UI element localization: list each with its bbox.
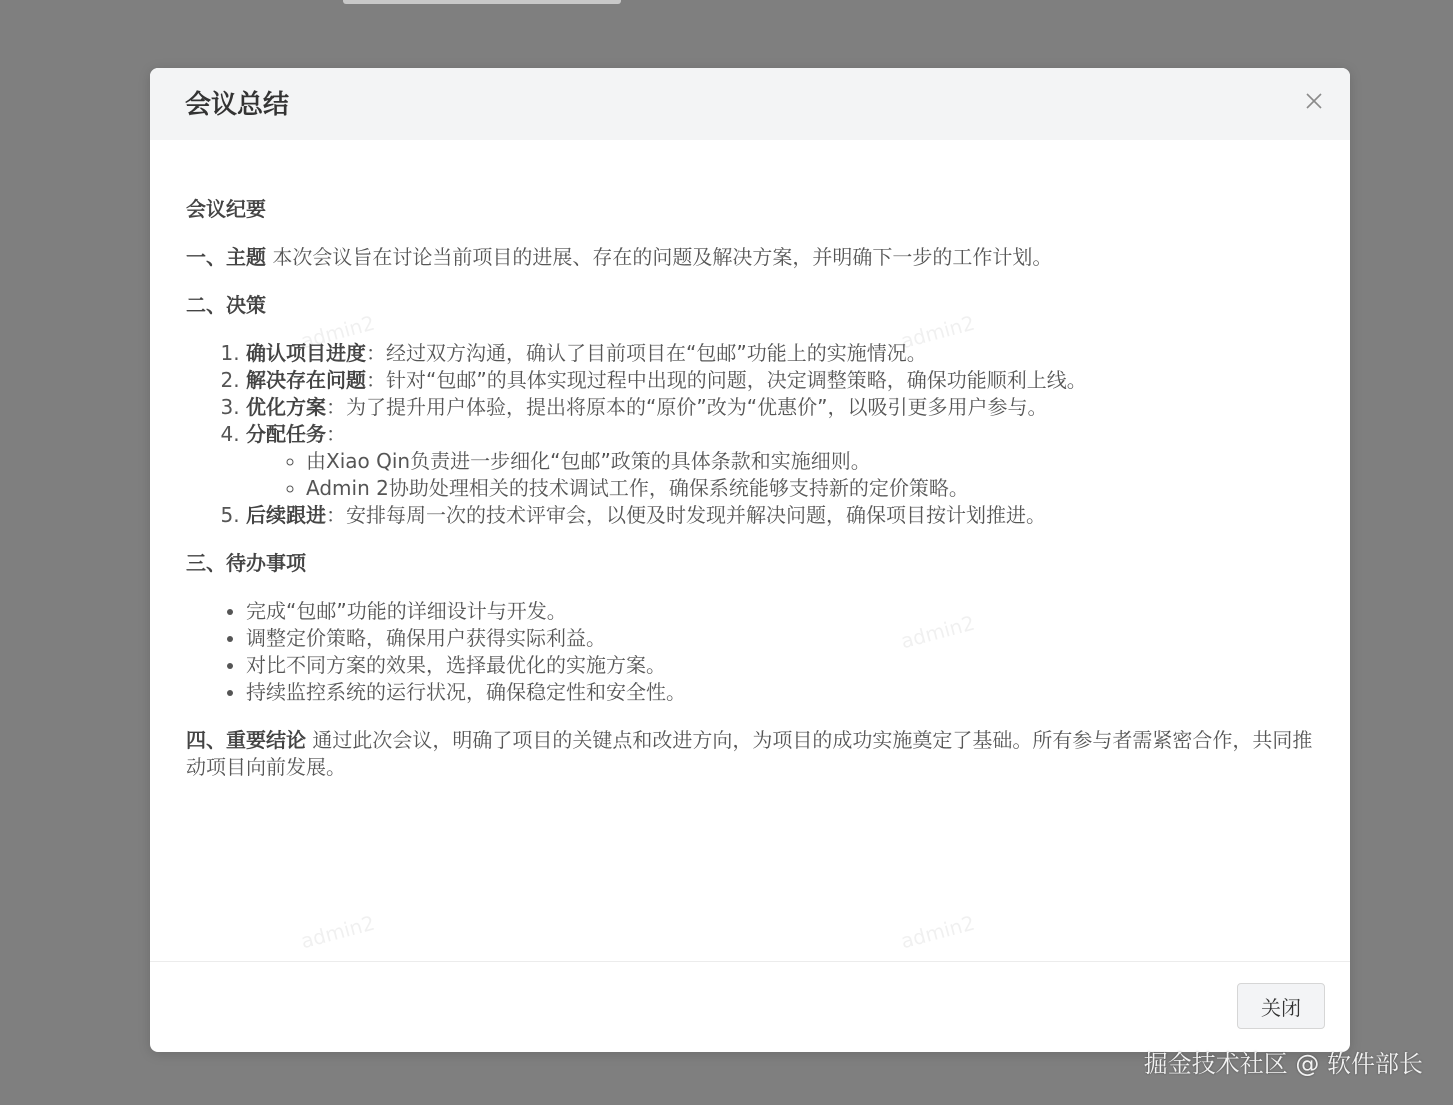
decision-text: ：安排每周一次的技术评审会，以便及时发现并解决问题，确保项目按计划推进。 — [326, 503, 1046, 527]
conclusion-text: 通过此次会议，明确了项目的关键点和改进方向，为项目的成功实施奠定了基础。所有参与者需紧密合作，共同推动项目向前发展。 — [186, 728, 1313, 779]
decision-title: 后续跟进 — [246, 503, 326, 527]
todo-heading-label: 三、待办事项 — [186, 551, 306, 575]
decision-item — [246, 502, 1314, 529]
watermark-text: admin2 — [898, 310, 978, 354]
close-button[interactable]: 关闭 — [1237, 983, 1325, 1029]
subtask-item: ◦ 由Xiao Qin负责进一步细化“包邮”政策的具体条款和实施细则。 — [306, 448, 1314, 475]
decision-item — [246, 421, 1314, 502]
subtask-item: ◦ Admin 2协助处理相关的技术调试工作，确保系统能够支持新的定价策略。 — [306, 475, 1314, 502]
decision-title: 解决存在问题 — [246, 368, 366, 392]
close-icon[interactable] — [1302, 89, 1326, 113]
watermark-text: admin2 — [898, 610, 978, 654]
decisions-heading-label: 二、决策 — [186, 293, 266, 317]
todo-heading — [186, 550, 1314, 577]
background-tab — [343, 0, 621, 4]
dialog-body — [186, 196, 1314, 781]
decisions-heading — [186, 292, 1314, 319]
dialog-title: 会议总结 — [185, 90, 290, 120]
topic-section — [186, 244, 1314, 271]
summary-heading: 会议纪要 — [186, 197, 266, 221]
todo-item: • 调整定价策略，确保用户获得实际利益。 — [246, 625, 1314, 652]
decision-title: 优化方案 — [246, 395, 326, 419]
todo-item: • 对比不同方案的效果，选择最优化的实施方案。 — [246, 652, 1314, 679]
conclusion-section — [186, 727, 1314, 781]
decision-title: 确认项目进度 — [246, 341, 366, 365]
meeting-summary-dialog — [150, 68, 1350, 1052]
watermark-text: admin2 — [298, 910, 378, 954]
topic-label: 一、主题 — [186, 245, 266, 269]
decision-item — [246, 394, 1314, 421]
decision-text: ： — [326, 422, 346, 446]
decisions-list — [186, 340, 1314, 529]
todo-item: • 完成“包邮”功能的详细设计与开发。 — [246, 598, 1314, 625]
watermark-text: admin2 — [298, 310, 378, 354]
dialog-header — [150, 68, 1350, 140]
conclusion-label: 四、重要结论 — [186, 728, 306, 752]
todo-list — [186, 598, 1314, 706]
decision-text: ：为了提升用户体验，提出将原本的“原价”改为“优惠价”，以吸引更多用户参与。 — [326, 395, 1048, 419]
todo-item: • 持续监控系统的运行状况，确保稳定性和安全性。 — [246, 679, 1314, 706]
watermark-text: admin2 — [898, 910, 978, 954]
decision-item — [246, 367, 1314, 394]
decision-text: ：针对“包邮”的具体实现过程中出现的问题，决定调整策略，确保功能顺利上线。 — [366, 368, 1087, 392]
site-attribution: 掘金技术社区 @ 软件部长 — [1143, 1050, 1423, 1078]
decision-item — [246, 340, 1314, 367]
subtasks-list — [246, 448, 1314, 502]
decision-title: 分配任务 — [246, 422, 326, 446]
footer-divider — [150, 961, 1350, 962]
decision-text: ：经过双方沟通，确认了目前项目在“包邮”功能上的实施情况。 — [366, 341, 927, 365]
topic-text: 本次会议旨在讨论当前项目的进展、存在的问题及解决方案，并明确下一步的工作计划。 — [266, 245, 1053, 269]
